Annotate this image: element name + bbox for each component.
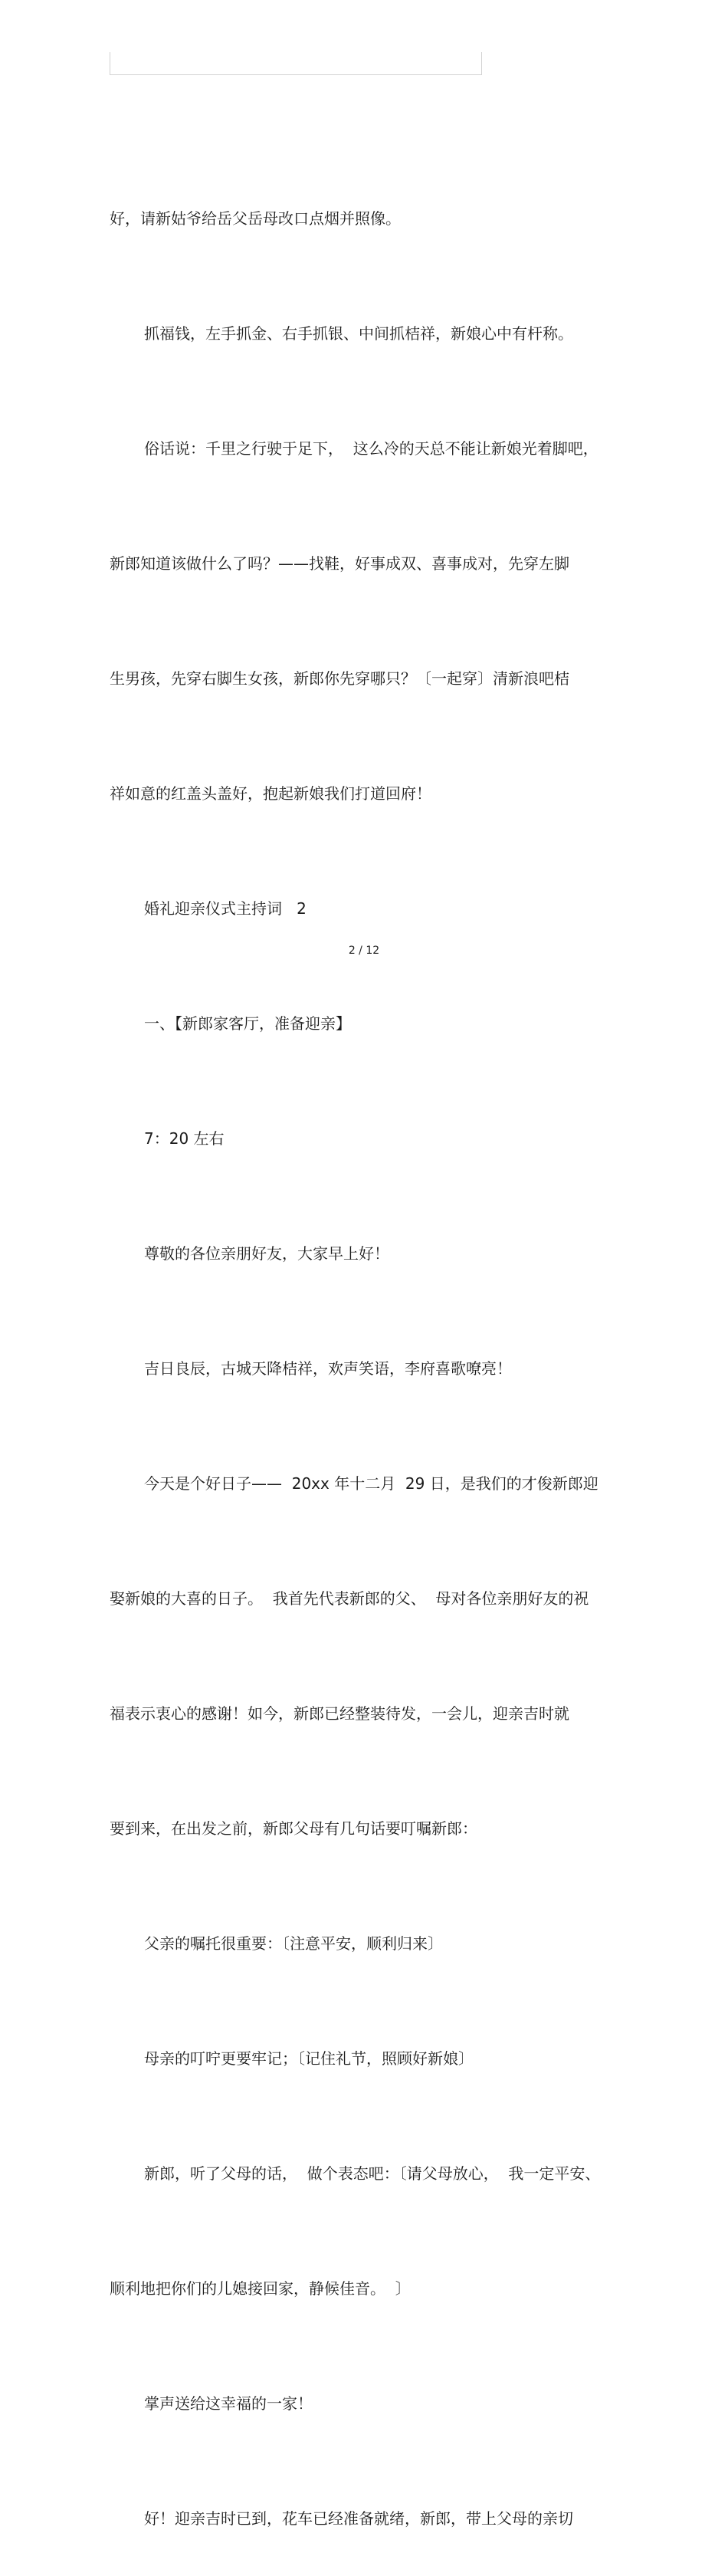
text-line: 福表示衷心的感谢！如今，新郎已经整装待发，一会儿，迎亲吉时就 xyxy=(110,1704,569,1723)
time-note: 7：20 左右 xyxy=(144,1129,225,1148)
text-line: 父亲的嘱托很重要：〔注意平安，顺利归来〕 xyxy=(144,1934,443,1953)
text-line: 今天是个好日子—— 20xx 年十二月 29 日，是我们的才俊新郎迎 xyxy=(144,1474,598,1493)
section-heading: 一、【新郎家客厅，准备迎亲】 xyxy=(144,1014,351,1033)
text-line: 生男孩，先穿右脚生女孩，新郎你先穿哪只？〔一起穿〕清新浪吧桔 xyxy=(110,669,569,688)
text-line: 母亲的叮咛更要牢记；〔记住礼节，照顾好新娘〕 xyxy=(144,2049,474,2068)
text-line: 好，请新姑爷给岳父岳母改口点烟并照像。 xyxy=(110,209,401,228)
document-body xyxy=(110,123,615,2576)
section-title: 婚礼迎亲仪式主持词 2 xyxy=(144,899,307,918)
text-line: 尊敬的各位亲朋好友，大家早上好！ xyxy=(144,1244,389,1263)
text-line: 抓福钱，左手抓金、右手抓银、中间抓桔祥，新娘心中有杆称。 xyxy=(144,324,573,343)
page-number: 2 / 12 xyxy=(348,945,380,957)
text-line: 吉日良辰，古城天降桔祥，欢声笑语，李府喜歌嘹亮！ xyxy=(144,1359,512,1378)
text-line: 掌声送给这幸福的一家！ xyxy=(144,2394,313,2413)
text-line: 新郎知道该做什么了吗？——找鞋，好事成双、喜事成对，先穿左脚 xyxy=(110,554,569,573)
text-line: 顺利地把你们的儿媳接回家，静候佳音。 〕 xyxy=(110,2279,411,2298)
text-line: 祥如意的红盖头盖好，抱起新娘我们打道回府！ xyxy=(110,784,431,803)
text-line: 新郎，听了父母的话， 做个表态吧：〔请父母放心， 我一定平安、 xyxy=(144,2164,601,2183)
text-line: 要到来，在出发之前，新郎父母有几句话要叮嘱新郎： xyxy=(110,1819,477,1838)
text-line: 俗话说：千里之行驶于足下， 这么冷的天总不能让新娘光着脚吧， xyxy=(144,439,598,458)
top-frame-box xyxy=(110,52,482,75)
text-line: 娶新娘的大喜的日子。 我首先代表新郎的父、 母对各位亲朋好友的祝 xyxy=(110,1589,589,1608)
text-line: 好！迎亲吉时已到，花车已经准备就绪，新郎，带上父母的亲切 xyxy=(144,2509,573,2528)
